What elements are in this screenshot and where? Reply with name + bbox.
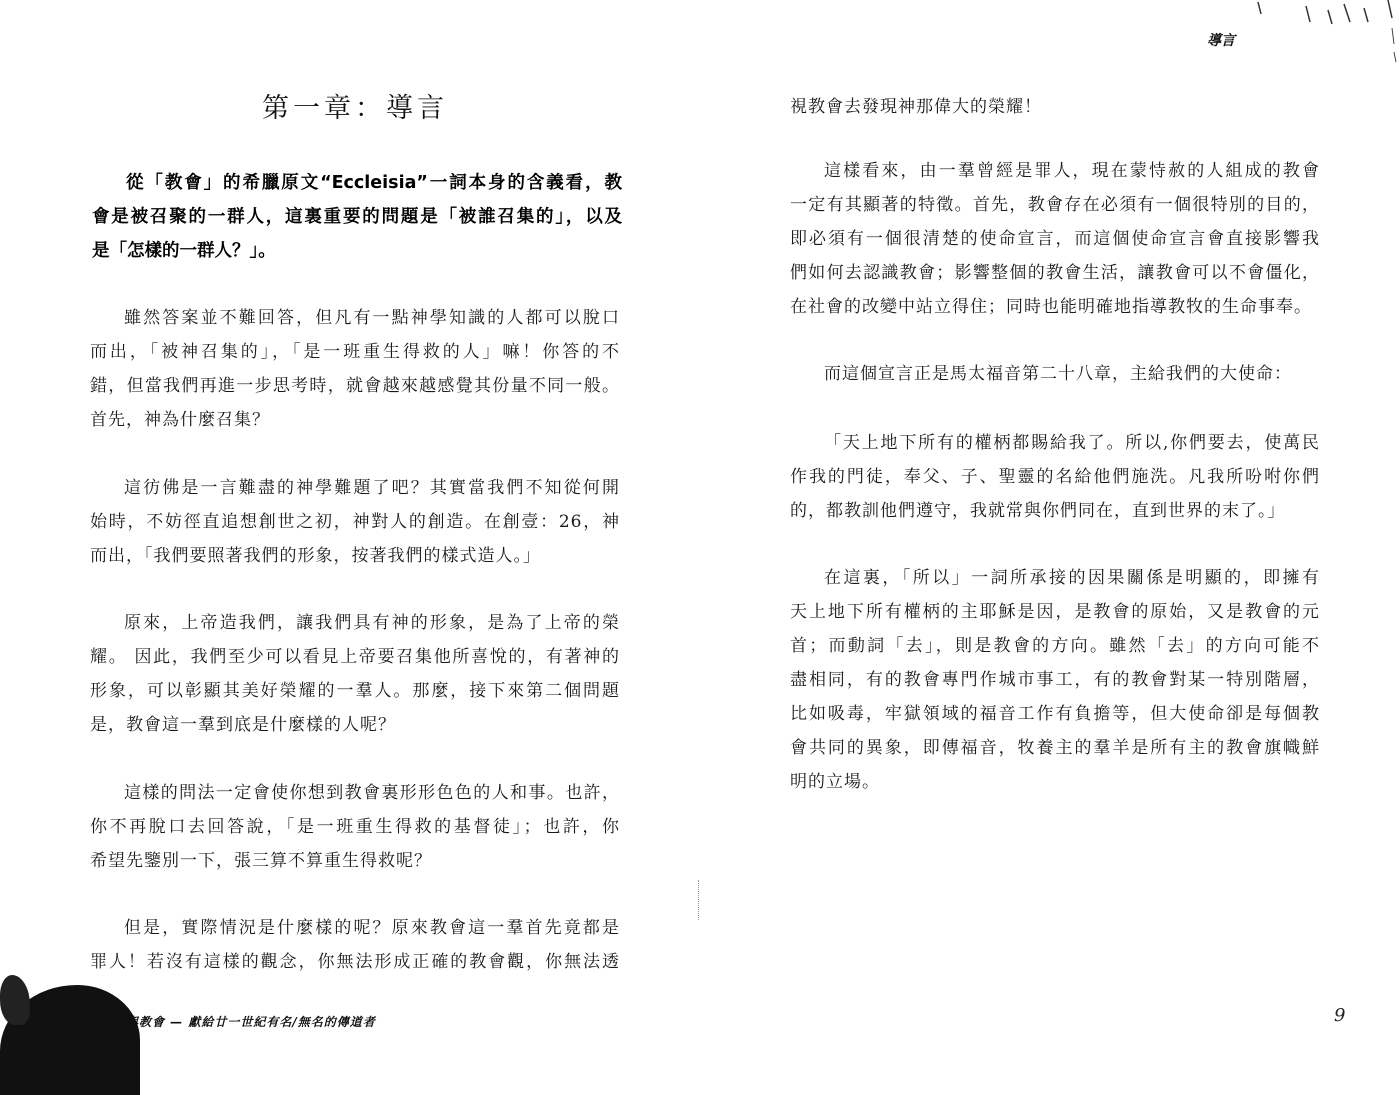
text-line: 希望先鑒別一下，張三算不算重生得救呢？ — [90, 851, 432, 871]
text-line: 而出，「被神召集的」，「是一班重生得救的人」嘛！你答的不 — [90, 342, 620, 362]
text-line: 耀。 因此，我們至少可以看見上帝要召集他所喜悅的，有著神的 — [90, 647, 620, 667]
intro-line: 是「怎樣的一群人？」。 — [92, 241, 276, 261]
text-line: 比如吸毒，牢獄領域的福音工作有負擔等，但大使命卻是每個教 — [790, 704, 1320, 724]
paragraph — [790, 357, 1320, 391]
text-line: 首；而動詞「去」，則是教會的方向。雖然「去」的方向可能不 — [790, 636, 1320, 656]
text-line: 你不再脫口去回答說，「是一班重生得救的基督徒」；也許，你 — [90, 817, 620, 837]
text-line: 雖然答案並不難回答，但凡有一點神學知識的人都可以脫口 — [124, 308, 620, 328]
text-line: 們如何去認識教會；影響整個的教會生活，讓教會可以不會僵化， — [790, 263, 1320, 283]
text-line: 盡相同，有的教會專門作城市事工，有的教會對某一特別階層， — [790, 670, 1320, 690]
text-line: 即必須有一個很清楚的使命宣言，而這個使命宣言會直接影響我 — [790, 229, 1320, 249]
text-line: 是，教會這一羣到底是什麼樣的人呢？ — [90, 715, 396, 735]
text-line: 作我的門徒，奉父、子、聖靈的名給他們施洗。凡我所吩咐你們 — [790, 467, 1320, 487]
text-line: 在社會的改變中站立得住；同時也能明確地指導教牧的生命事奉。 — [790, 297, 1312, 317]
right-page — [700, 0, 1400, 1095]
paragraph — [90, 471, 620, 573]
quote-paragraph — [790, 426, 1320, 528]
paragraph — [790, 90, 1320, 124]
text-line: 的，都教訓他們遵守，我就常與你們同在，直到世界的末了。」 — [790, 501, 1286, 521]
intro-paragraph — [92, 166, 622, 268]
page-number: 9 — [1334, 1005, 1346, 1026]
paragraph — [90, 911, 620, 979]
text-line: 而出，「我們要照著我們的形象，按著我們的樣式造人。」 — [90, 546, 541, 566]
text-line: 視教會去發現神那偉大的榮耀！ — [790, 97, 1042, 117]
running-head: 導言 — [1207, 33, 1235, 49]
book-title-footer: 與教會 — 獻給廿一世紀有名/無名的傳道者 — [126, 1015, 376, 1029]
text-line: 但是，實際情況是什麼樣的呢？原來教會這一羣首先竟都是 — [124, 918, 620, 938]
text-line: 這彷佛是一言難盡的神學難題了吧？其實當我們不知從何開 — [124, 478, 620, 498]
text-line: 形象，可以彰顯其美好榮耀的一羣人。那麼，接下來第二個問題 — [90, 681, 620, 701]
scan-shadow — [0, 975, 30, 1025]
paragraph — [90, 776, 620, 878]
text-line: 罪人！若沒有這樣的觀念，你無法形成正確的教會觀，你無法透 — [90, 952, 620, 972]
paragraph — [90, 301, 620, 437]
intro-line: 從「教會」的希臘原文“Eccleisia”一詞本身的含義看，教 — [126, 173, 622, 193]
intro-line: 會是被召聚的一群人，這裏重要的問題是「被誰召集的」，以及 — [92, 207, 622, 227]
text-line: 錯，但當我們再進一步思考時，就會越來越感覺其份量不同一般。 — [90, 376, 620, 396]
text-line: 首先，神為什麼召集？ — [90, 410, 270, 430]
paragraph — [790, 561, 1320, 799]
text-line: 而這個宣言正是馬太福音第二十八章，主給我們的大使命： — [824, 364, 1292, 384]
text-line: 一定有其顯著的特徵。首先，教會存在必須有一個很特別的目的， — [790, 195, 1320, 215]
text-line: 天上地下所有權柄的主耶穌是因，是教會的原始，又是教會的元 — [790, 602, 1320, 622]
text-line: 原來，上帝造我們，讓我們具有神的形象，是為了上帝的榮 — [124, 613, 620, 633]
text-line: 這樣看來，由一羣曾經是罪人，現在蒙恃赦的人組成的教會 — [824, 161, 1320, 181]
text-line: 在這裏，「所以」一詞所承接的因果關係是明顯的，即擁有 — [824, 568, 1320, 588]
paragraph — [90, 606, 620, 742]
text-line: 「天上地下所有的權柄都賜給我了。所以,你們要去，使萬民 — [824, 433, 1320, 453]
chapter-title: 第一章：導言 — [262, 93, 448, 124]
text-line: 始時，不妨徑直追想創世之初，神對人的創造。在創壹：26，神 — [90, 512, 620, 532]
text-line: 這樣的問法一定會使你想到教會裏形形色色的人和事。也許， — [124, 783, 620, 803]
scribble-mark — [1248, 0, 1398, 70]
text-line: 會共同的異象，即傳福音，牧養主的羣羊是所有主的教會旗幟鮮 — [790, 738, 1320, 758]
page-footer — [0, 975, 700, 1095]
paragraph — [790, 154, 1320, 324]
text-line: 明的立場。 — [790, 772, 880, 792]
